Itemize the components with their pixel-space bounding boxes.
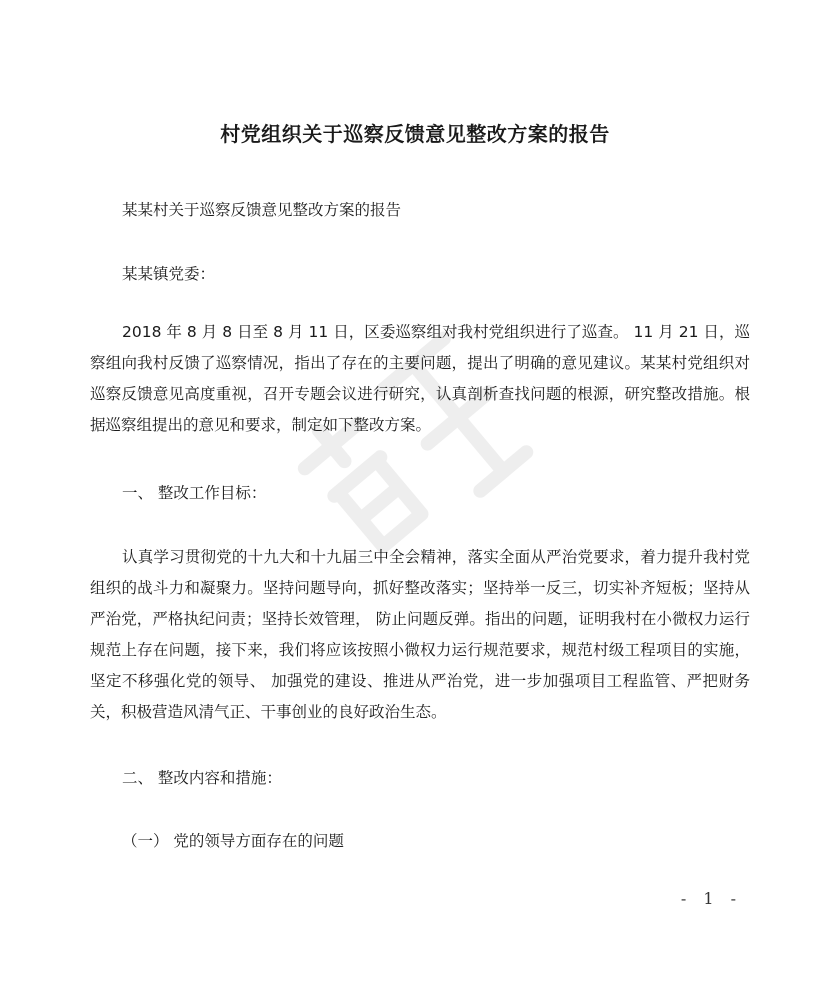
salutation: 某某镇党委： (122, 265, 216, 283)
page-number: - 1 - (680, 889, 742, 908)
subsection-1-heading: （一） 党的领导方面存在的问题 (122, 832, 344, 850)
section-2-heading: 二、 整改内容和措施： (122, 769, 282, 787)
document-title: 村党组织关于巡察反馈意见整改方案的报告 (220, 122, 610, 146)
intro-paragraph: 2018 年 8 月 8 日至 8 月 11 日，区委巡察组对我村党组织进行了巡查。 11 月 21 日，巡察组向我村反馈了巡察情况，指出了存在的主要问题，提出了明确的意见建议。某某村党组织对巡察反馈意见高度重视，召开专题会议进行研究，认真剖析查找问题的根源，研究整改措施。根据巡察组提出的意见和要求，制定如下整改方案。 (90, 323, 750, 434)
document-subtitle: 某某村关于巡察反馈意见整改方案的报告 (122, 201, 402, 219)
section-1-paragraph: 认真学习贯彻党的十九大和十九届三中全会精神，落实全面从严治党要求，着力提升我村党组织的战斗力和凝聚力。坚持问题导向，抓好整改落实；坚持举一反三，切实补齐短板；坚持从严治党，严格执纪问责；坚持长效管理， 防止问题反弹。指出的问题，证明我村在小微权力运行规范上存在问题，接下来，我们将应该按照小微权力运行规范要求，规范村级工程项目的实施，坚定不移强化党的领导、 加强党的建设、推进从严治党，进一步加强项目工程监管、严把财务关，积极营造风清气正、干事创业的良好政治生态。 (90, 548, 750, 721)
section-1-heading: 一、 整改工作目标： (122, 484, 267, 502)
